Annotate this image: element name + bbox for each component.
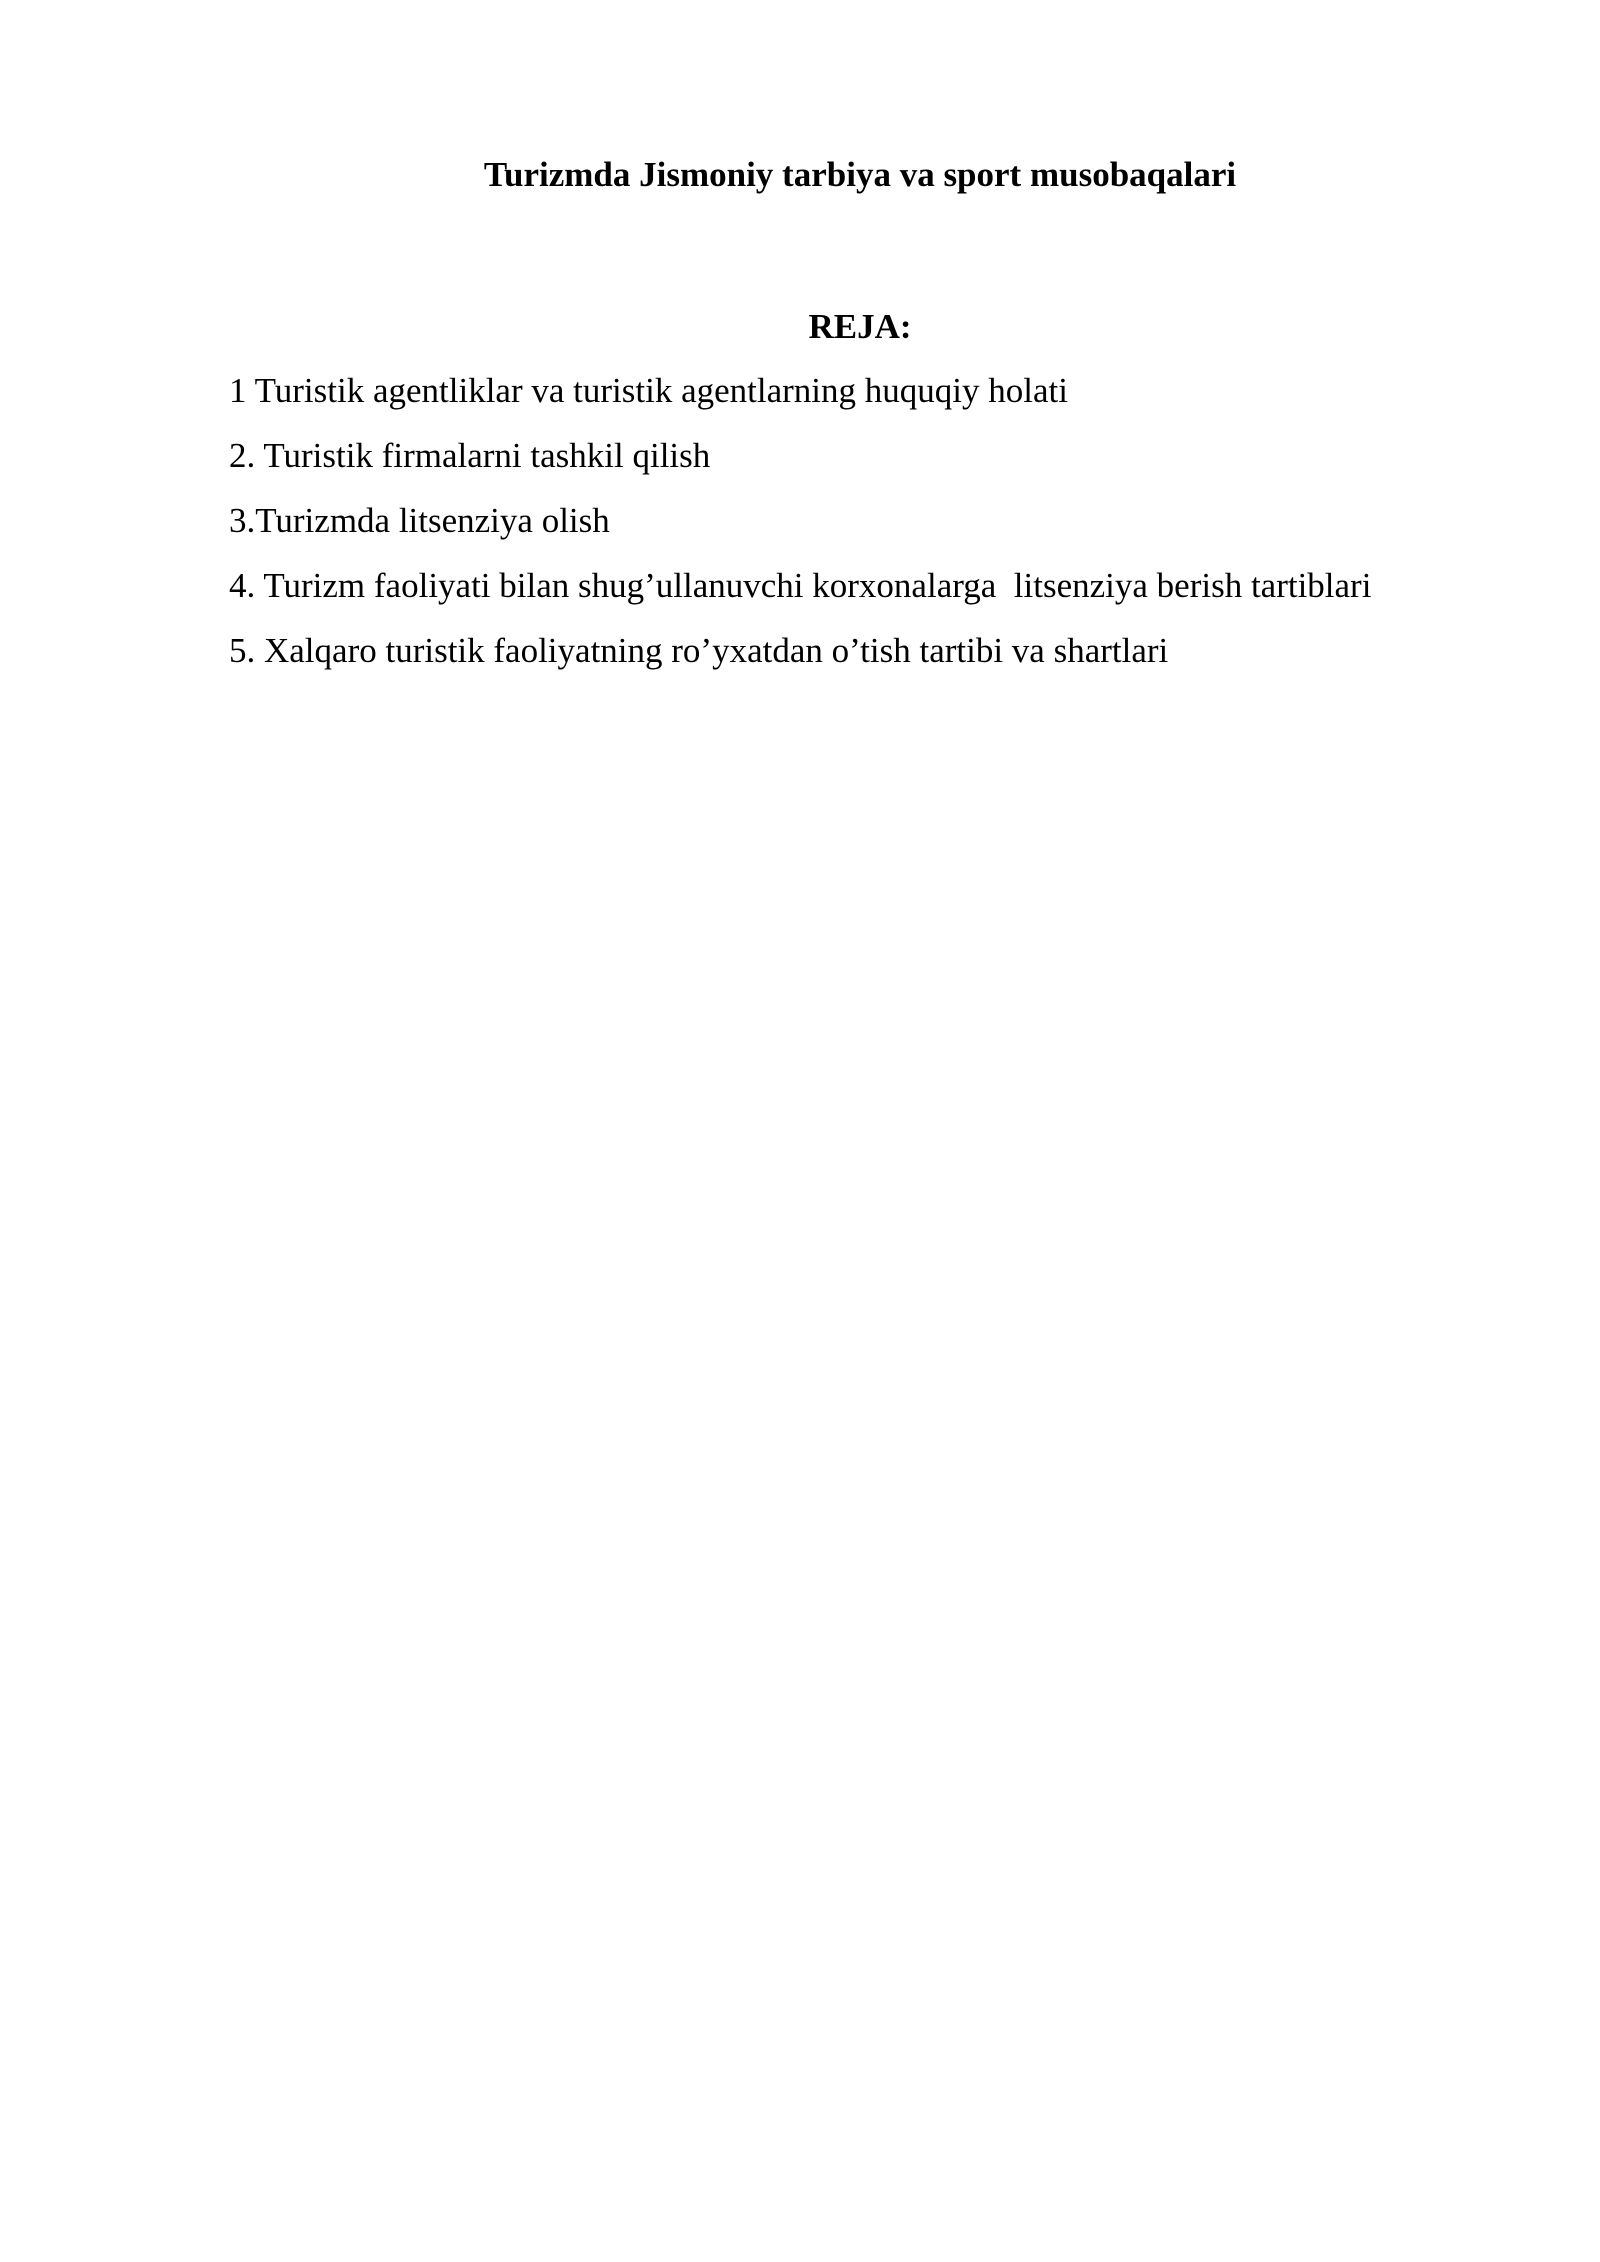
- plan-item-3: 3.Turizmda litsenziya olish: [229, 501, 610, 540]
- plan-item-4: 4. Turizm faoliyati bilan shug’ullanuvchi korxonalarga litsenziya berish tartiblari: [229, 566, 1372, 605]
- plan-item-1: 1 Turistik agentliklar va turistik agentlarning huquqiy holati: [229, 371, 1068, 410]
- plan-item-2: 2. Turistik firmalarni tashkil qilish: [229, 436, 711, 475]
- plan-item-5: 5. Xalqaro turistik faoliyatning ro’yxatdan o’tish tartibi va shartlari: [229, 631, 1169, 670]
- plan-list: [229, 368, 1371, 693]
- plan-heading: REJA:: [808, 307, 912, 346]
- document-title: Turizmda Jismoniy tarbiya va sport musobaqalari: [483, 155, 1237, 194]
